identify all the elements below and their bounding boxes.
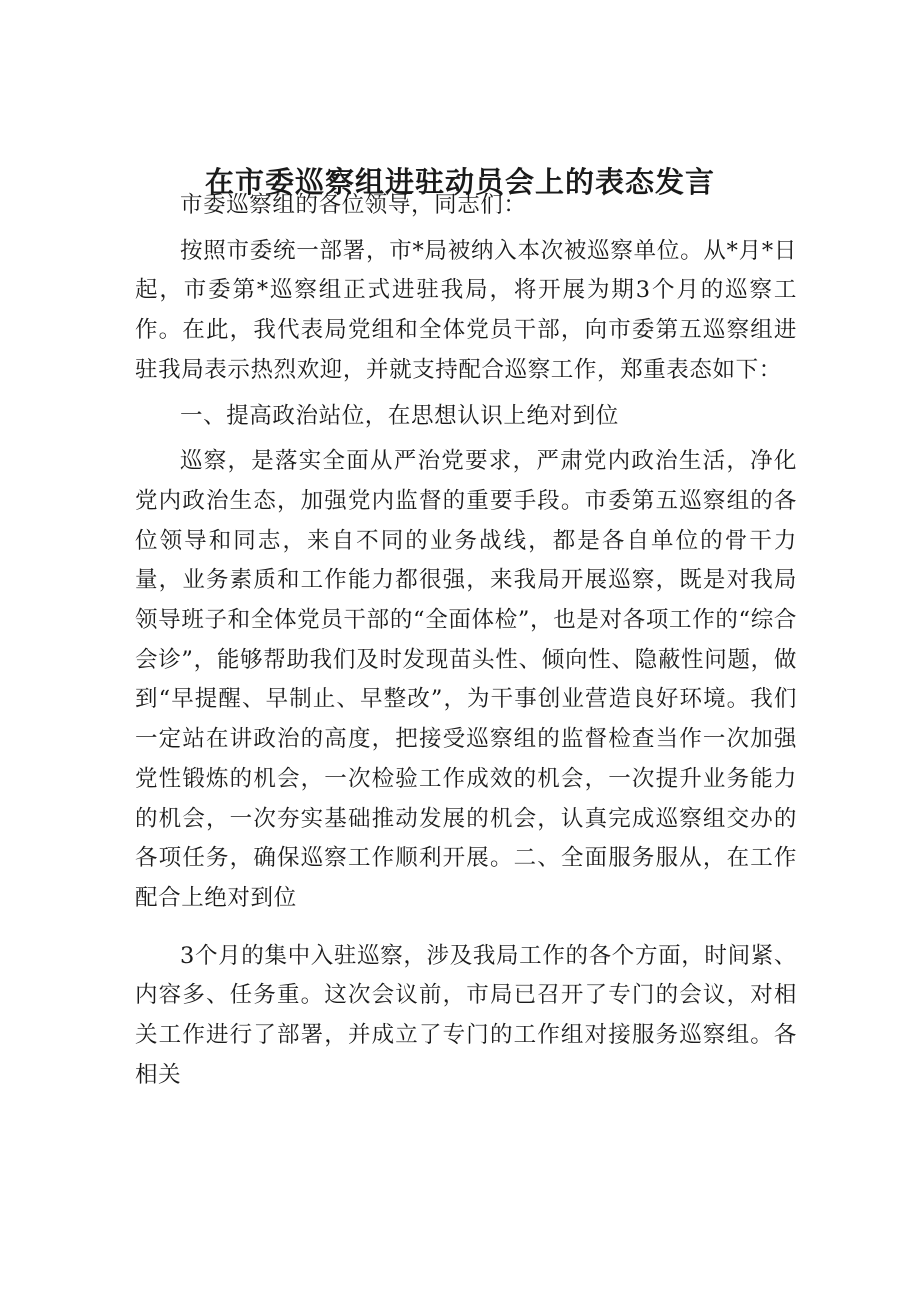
body-paragraph-1: 巡察，是落实全面从严治党要求，严肃党内政治生活，净化党内政治生态，加强党内监督的重要手段。市委第五巡察组的各位领导和同志，来自不同的业务战线，都是各自单位的骨干力量，业务素质和工作能力都很强，来我局开展巡察，既是对我局领导班子和全体党员干部的“全面体检”，也是对各项工作的“综合会诊”，能够帮助我们及时发现苗头性、倾向性、隐蔽性问题，做到“早提醒、早制止、早整改”，为干事创业营造良好环境。我们一定站在讲政治的高度，把接受巡察组的监督检查当作一次加强党性锻炼的机会，一次检验工作成效的机会，一次提升业务能力的机会，一次夯实基础推动发展的机会，认真完成巡察组交办的各项任务，确保巡察工作顺利开展。二、全面服务服从，在工作配合上绝对到位 <box>135 448 797 911</box>
section-heading-1: 一、提高政治站位，在思想认识上绝对到位 <box>180 402 619 429</box>
body-paragraph-2: 3个月的集中入驻巡察，涉及我局工作的各个方面，时间紧、内容多、任务重。这次会议前，市局已召开了专门的会议，对相关工作进行了部署，并成立了专门的工作组对接服务巡察组。各相关 <box>135 942 797 1088</box>
document-body <box>135 186 797 1095</box>
salutation-paragraph: 市委巡察组的各位领导，同志们： <box>180 192 527 218</box>
intro-paragraph: 按照市委统一部署，市*局被纳入本次被巡察单位。从*月*日起，市委第*巡察组正式进驻我局，将开展为期3个月的巡察工作。在此，我代表局党组和全体党员干部，向市委第五巡察组进驻我局表示热烈欢迎，并就支持配合巡察工作，郑重表态如下： <box>135 237 797 383</box>
document-title: 在市委巡察组进驻动员会上的表态发言 <box>204 165 715 199</box>
